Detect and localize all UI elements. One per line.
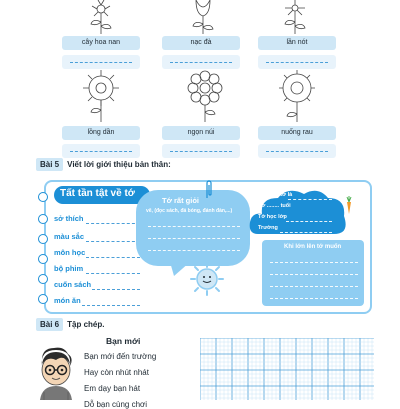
answer-line[interactable]	[62, 55, 140, 69]
flower-drawing	[180, 0, 226, 34]
card-title: Tất tần tật về tớ	[60, 188, 135, 199]
cloud-name: Tên của tớ là	[258, 192, 293, 198]
notebook-ring	[38, 274, 48, 284]
answer-line[interactable]	[162, 144, 240, 158]
write-line	[86, 241, 140, 242]
flower-drawing	[78, 70, 124, 122]
cloud-class: Tớ học lớp	[258, 214, 287, 220]
write-line	[270, 298, 358, 299]
boy-illustration	[34, 346, 78, 400]
writing-grid[interactable]	[200, 338, 374, 400]
poem-line: Bạn mới đến trường	[84, 352, 157, 361]
word-box: nuống rau	[258, 126, 336, 140]
cloud-school: Trường	[258, 225, 278, 231]
notebook-ring	[38, 192, 48, 202]
bubble-title: Tớ rất giỏi	[162, 196, 199, 205]
label-book: cuốn sách	[54, 280, 92, 289]
exercise-number: Bài 6	[36, 318, 63, 331]
write-line	[286, 221, 332, 222]
carrot-icon	[344, 196, 354, 214]
label-color: màu sắc	[54, 232, 85, 241]
sun-icon	[190, 262, 224, 296]
paperclip-icon	[204, 178, 214, 200]
write-line	[86, 257, 140, 258]
cloud-age-prefix: Tớ	[258, 203, 266, 209]
flower-drawing	[182, 70, 228, 122]
word-box: lồng dần	[62, 126, 140, 140]
word-box: cây hoa nan	[62, 36, 140, 50]
cloud-age: Tớ ........ tuổi	[258, 203, 291, 209]
word-box: lần nót	[258, 36, 336, 50]
exercise-6-heading	[36, 320, 104, 329]
answer-line[interactable]	[162, 55, 240, 69]
answer-line[interactable]	[62, 144, 140, 158]
write-line	[86, 223, 140, 224]
exercise-number: Bài 5	[36, 158, 63, 171]
write-line	[148, 226, 240, 227]
flower-drawing	[78, 0, 124, 34]
exercise-instruction: Viết lời giới thiệu bản thân:	[67, 160, 171, 169]
write-line	[288, 199, 332, 200]
answer-line[interactable]	[258, 144, 336, 158]
poem-line: Em dạy bạn hát	[84, 384, 141, 393]
poem-line: Hay còn nhút nhát	[84, 368, 149, 377]
label-subject: môn học	[54, 248, 86, 257]
write-line	[270, 274, 358, 275]
exercise-5-heading	[36, 160, 171, 169]
write-line	[148, 238, 240, 239]
exercise-instruction: Tập chép.	[67, 320, 105, 329]
answer-line[interactable]	[258, 55, 336, 69]
write-line	[92, 289, 140, 290]
poem-title: Bạn mới	[106, 336, 141, 346]
future-title: Khi lớn lên tớ muốn	[284, 244, 342, 250]
write-line	[148, 250, 240, 251]
word-box: ngọn núi	[162, 126, 240, 140]
flower-drawing	[274, 70, 320, 122]
notebook-ring	[38, 234, 48, 244]
label-movie: bộ phim	[54, 264, 84, 273]
word-box: nạc đà	[162, 36, 240, 50]
notebook-ring	[38, 214, 48, 224]
write-line	[270, 286, 358, 287]
bubble-subtitle: vẽ, (đọc sách, đá bóng, đánh đàn,...)	[146, 208, 233, 214]
poem-line: Dỗ bạn cùng chơi	[84, 400, 148, 409]
label-food: món ăn	[54, 296, 81, 305]
cloud-age-suffix: tuổi	[280, 203, 291, 209]
flower-drawing	[272, 0, 318, 34]
write-line	[82, 305, 140, 306]
write-line	[280, 232, 332, 233]
write-line	[270, 262, 358, 263]
notebook-ring	[38, 294, 48, 304]
bubble-tail	[170, 262, 190, 276]
notebook-ring	[38, 254, 48, 264]
label-hobby: sở thích	[54, 214, 84, 223]
write-line	[86, 273, 140, 274]
